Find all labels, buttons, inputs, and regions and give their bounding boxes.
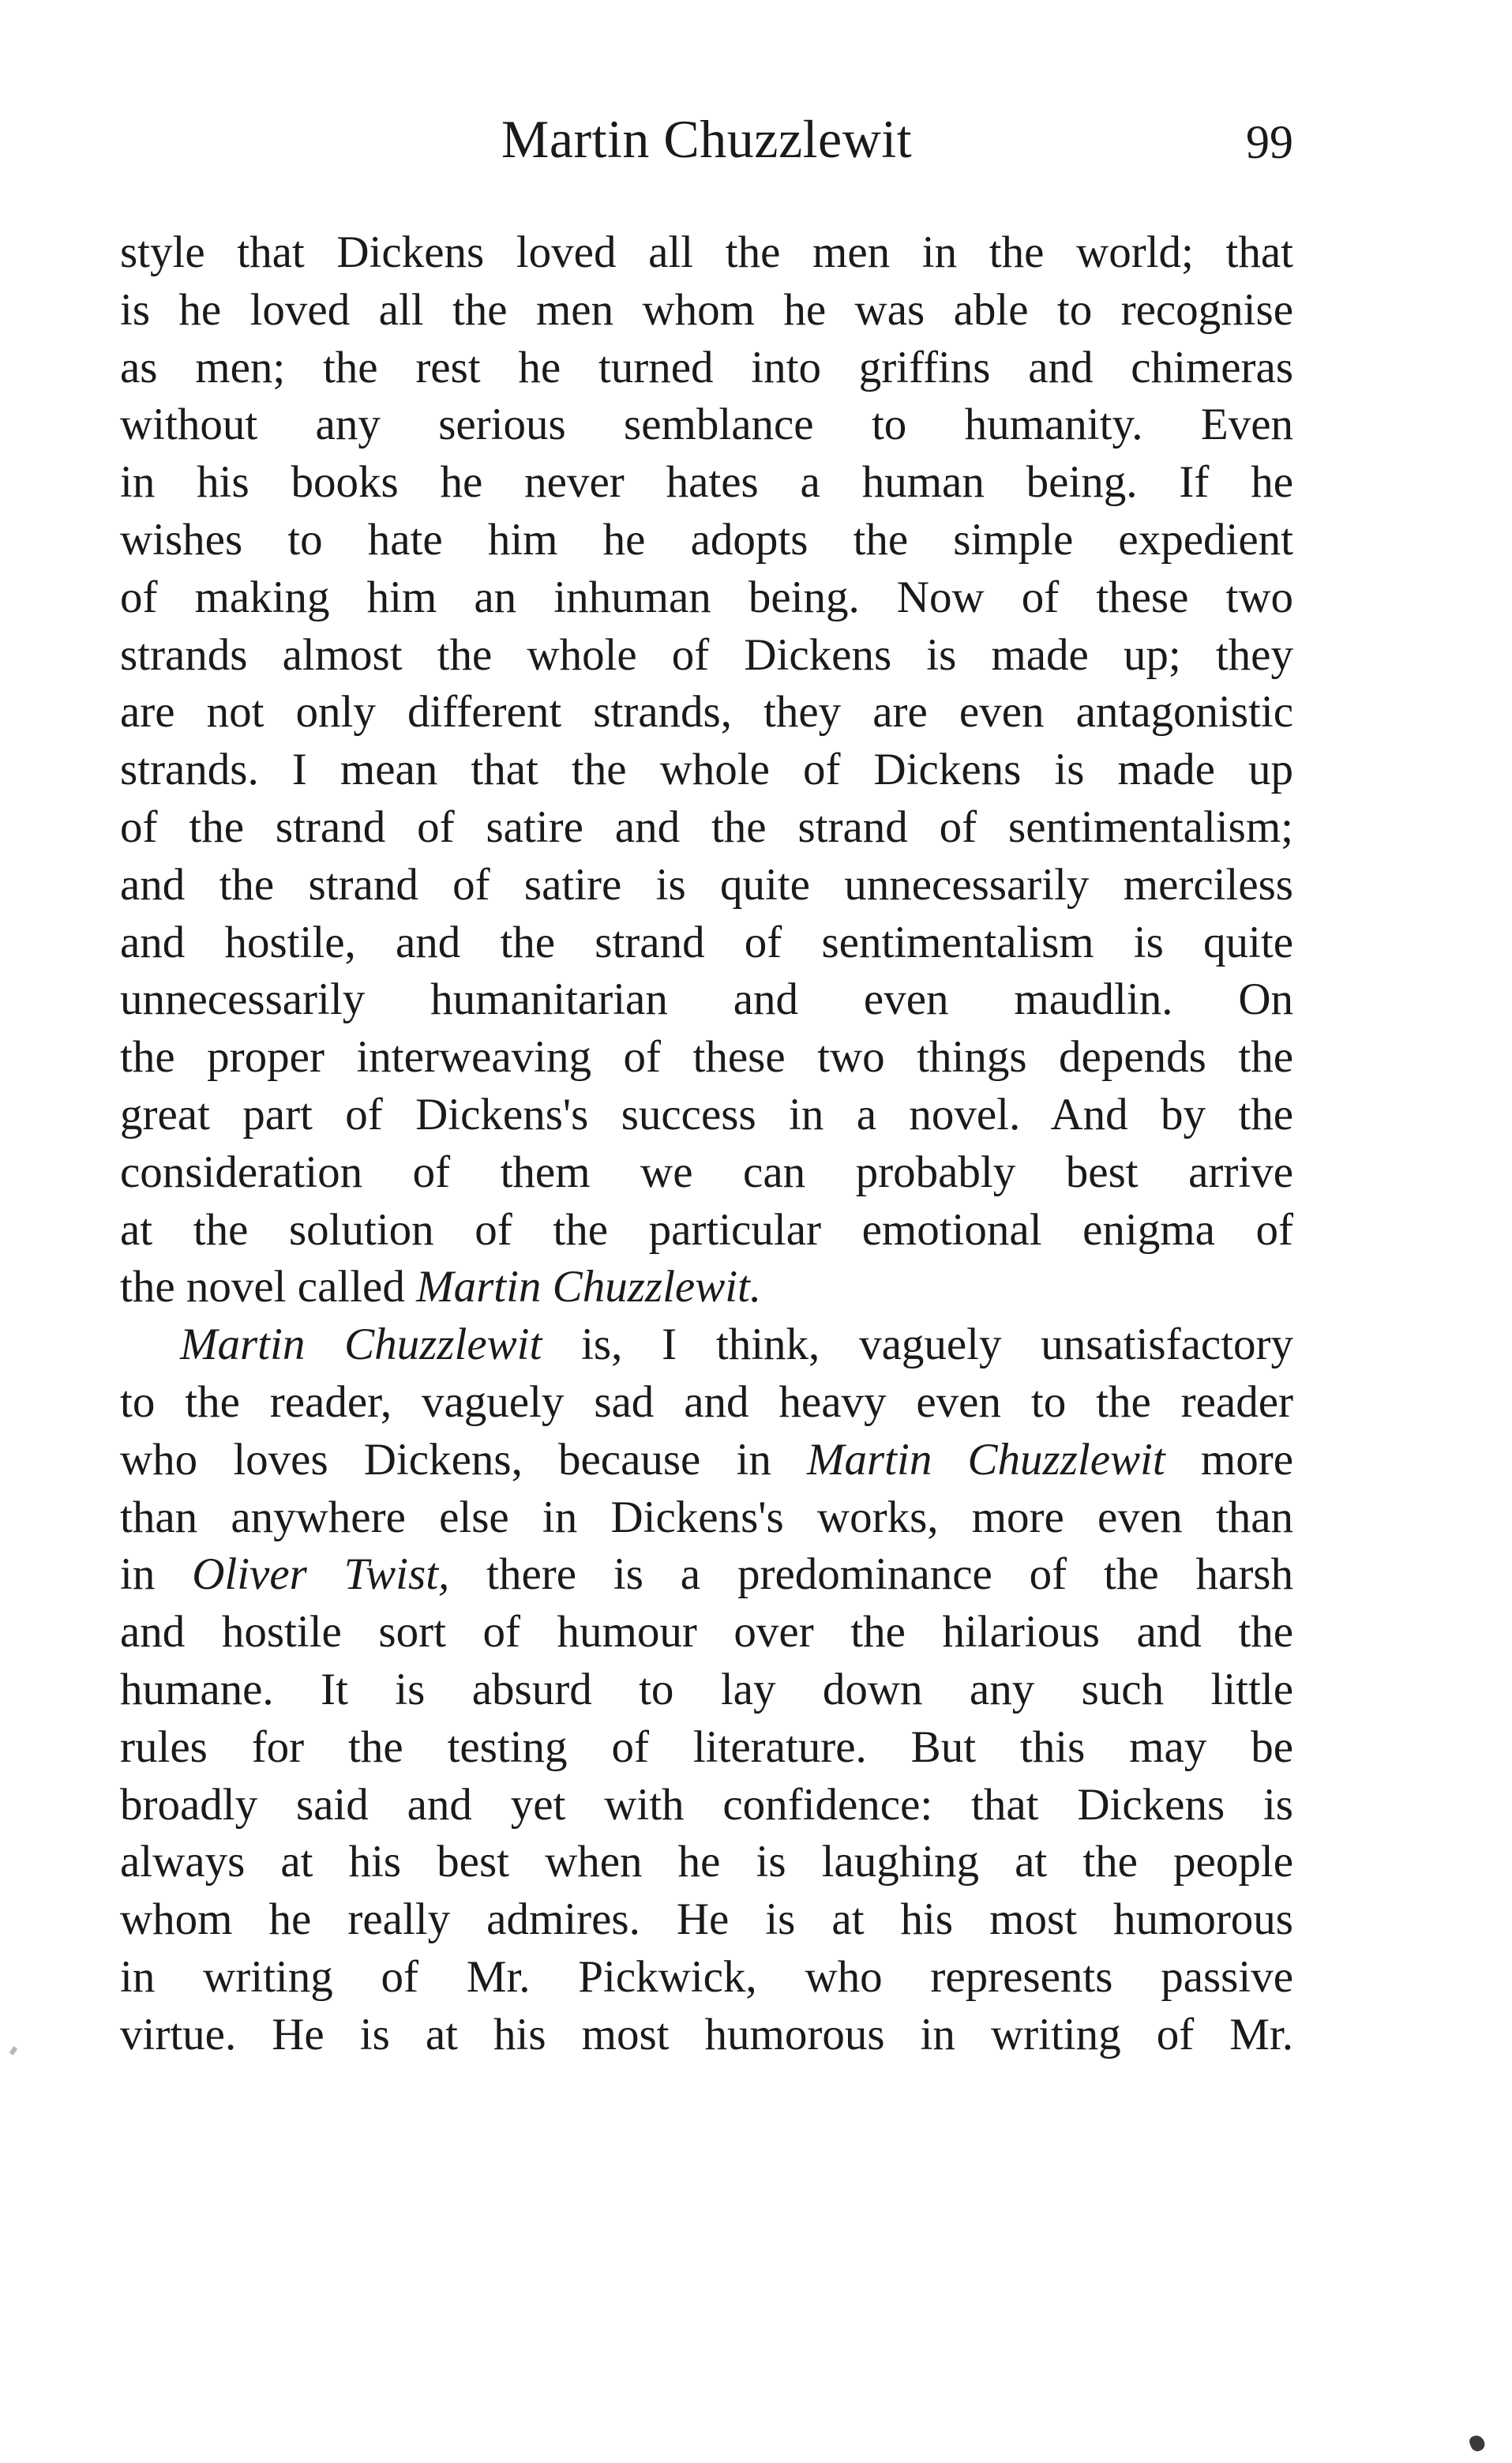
line-text: strands almost the whole of Dickens is made up; they (120, 629, 1293, 680)
line-text: virtue. He is at his most humorous in writing of Mr. (120, 2009, 1293, 2059)
line-text: without any serious semblance to humanity. Even (120, 400, 1293, 450)
text-line (120, 627, 1293, 685)
text-line (120, 1374, 1293, 1432)
line-text: great part of Dickens's success in a novel. And by the (120, 1089, 1293, 1140)
text-line (120, 1489, 1293, 1547)
line-text: than anywhere else in Dickens's works, more even than (120, 1492, 1293, 1542)
line-text: is he loved all the men whom he was able to recognise (120, 284, 1293, 335)
body-text (120, 224, 1293, 2064)
text-line (120, 224, 1293, 282)
line-text: and hostile, and the strand of sentimentalism is quite (120, 917, 1293, 967)
italic-title-text: Martin Chuzzlewit (180, 1320, 542, 1370)
line-text: always at his best when he is laughing at the people (120, 1837, 1293, 1887)
text-line (120, 1834, 1293, 1891)
line-text: more (1165, 1434, 1293, 1485)
line-text: rules for the testing of literature. But this may be (120, 1721, 1293, 1772)
margin-speck (9, 2046, 18, 2056)
italic-title-text: Martin Chuzzlewit (807, 1434, 1165, 1485)
text-line (120, 799, 1293, 857)
line-text: strands. I mean that the whole of Dickens is made up (120, 745, 1293, 795)
text-line (120, 684, 1293, 742)
text-line (120, 914, 1293, 972)
line-text: unnecessarily humanitarian and even maudlin. On (120, 974, 1293, 1025)
line-text: and the strand of satire is quite unnecessarily merciless (120, 859, 1293, 910)
text-line (120, 282, 1293, 340)
italic-title-text: Martin Chuzzlewit. (416, 1262, 762, 1312)
line-text: in writing of Mr. Pickwick, who represents passive (120, 1951, 1293, 2002)
line-text: to the reader, vaguely sad and heavy even to the reader (120, 1376, 1293, 1427)
line-text: consideration of them we can probably best arrive (120, 1147, 1293, 1197)
line-text: of making him an inhuman being. Now of these two (120, 572, 1293, 622)
text-line (120, 742, 1293, 799)
line-text: there is a predominance of the harsh (449, 1549, 1293, 1600)
text-line (120, 1891, 1293, 1949)
text-line (120, 1202, 1293, 1260)
line-text: wishes to hate him he adopts the simple expedient (120, 514, 1293, 565)
text-line (120, 1432, 1293, 1489)
text-line (120, 1949, 1293, 2007)
text-line (120, 1719, 1293, 1777)
line-text: at the solution of the particular emotional enigma of (120, 1204, 1293, 1255)
text-line (120, 2007, 1293, 2064)
text-line (120, 1546, 1293, 1604)
page-number: 99 (1246, 116, 1293, 168)
text-line (120, 512, 1293, 569)
text-line (120, 1777, 1293, 1834)
italic-title-text: Oliver Twist, (192, 1549, 450, 1600)
line-text: in his books he never hates a human being. If he (120, 457, 1293, 508)
text-line (120, 340, 1293, 397)
line-text: broadly said and yet with confidence: that Dickens is (120, 1779, 1293, 1830)
line-text: the novel called (120, 1262, 417, 1312)
line-text: humane. It is absurd to lay down any such little (120, 1664, 1293, 1714)
text-line (120, 1259, 1293, 1316)
text-line (120, 1661, 1293, 1719)
text-line (120, 1316, 1293, 1374)
text-line (120, 454, 1293, 512)
text-line (120, 1144, 1293, 1202)
line-text: and hostile sort of humour over the hilarious and the (120, 1607, 1293, 1658)
line-text: style that Dickens loved all the men in the world; that (120, 227, 1293, 277)
line-text: is, I think, vaguely unsatisfactory (542, 1320, 1294, 1370)
text-line (120, 396, 1293, 454)
text-line (120, 1087, 1293, 1144)
running-title: Martin Chuzzlewit (501, 109, 913, 169)
line-text: as men; the rest he turned into griffins and chimeras (120, 342, 1293, 392)
line-text: the proper interweaving of these two things depends the (120, 1032, 1293, 1083)
text-line (120, 1029, 1293, 1087)
line-text: who loves Dickens, because in (120, 1434, 808, 1485)
text-line (120, 971, 1293, 1029)
running-head (120, 107, 1293, 171)
line-text: in (120, 1549, 193, 1600)
text-line (120, 569, 1293, 627)
text-line (120, 1604, 1293, 1661)
text-line (120, 857, 1293, 914)
line-text: are not only different strands, they are even antagonistic (120, 687, 1293, 738)
line-text: whom he really admires. He is at his most humorous (120, 1894, 1293, 1945)
ink-blot (1468, 2434, 1487, 2454)
line-text: of the strand of satire and the strand of sentimentalism; (120, 802, 1293, 852)
